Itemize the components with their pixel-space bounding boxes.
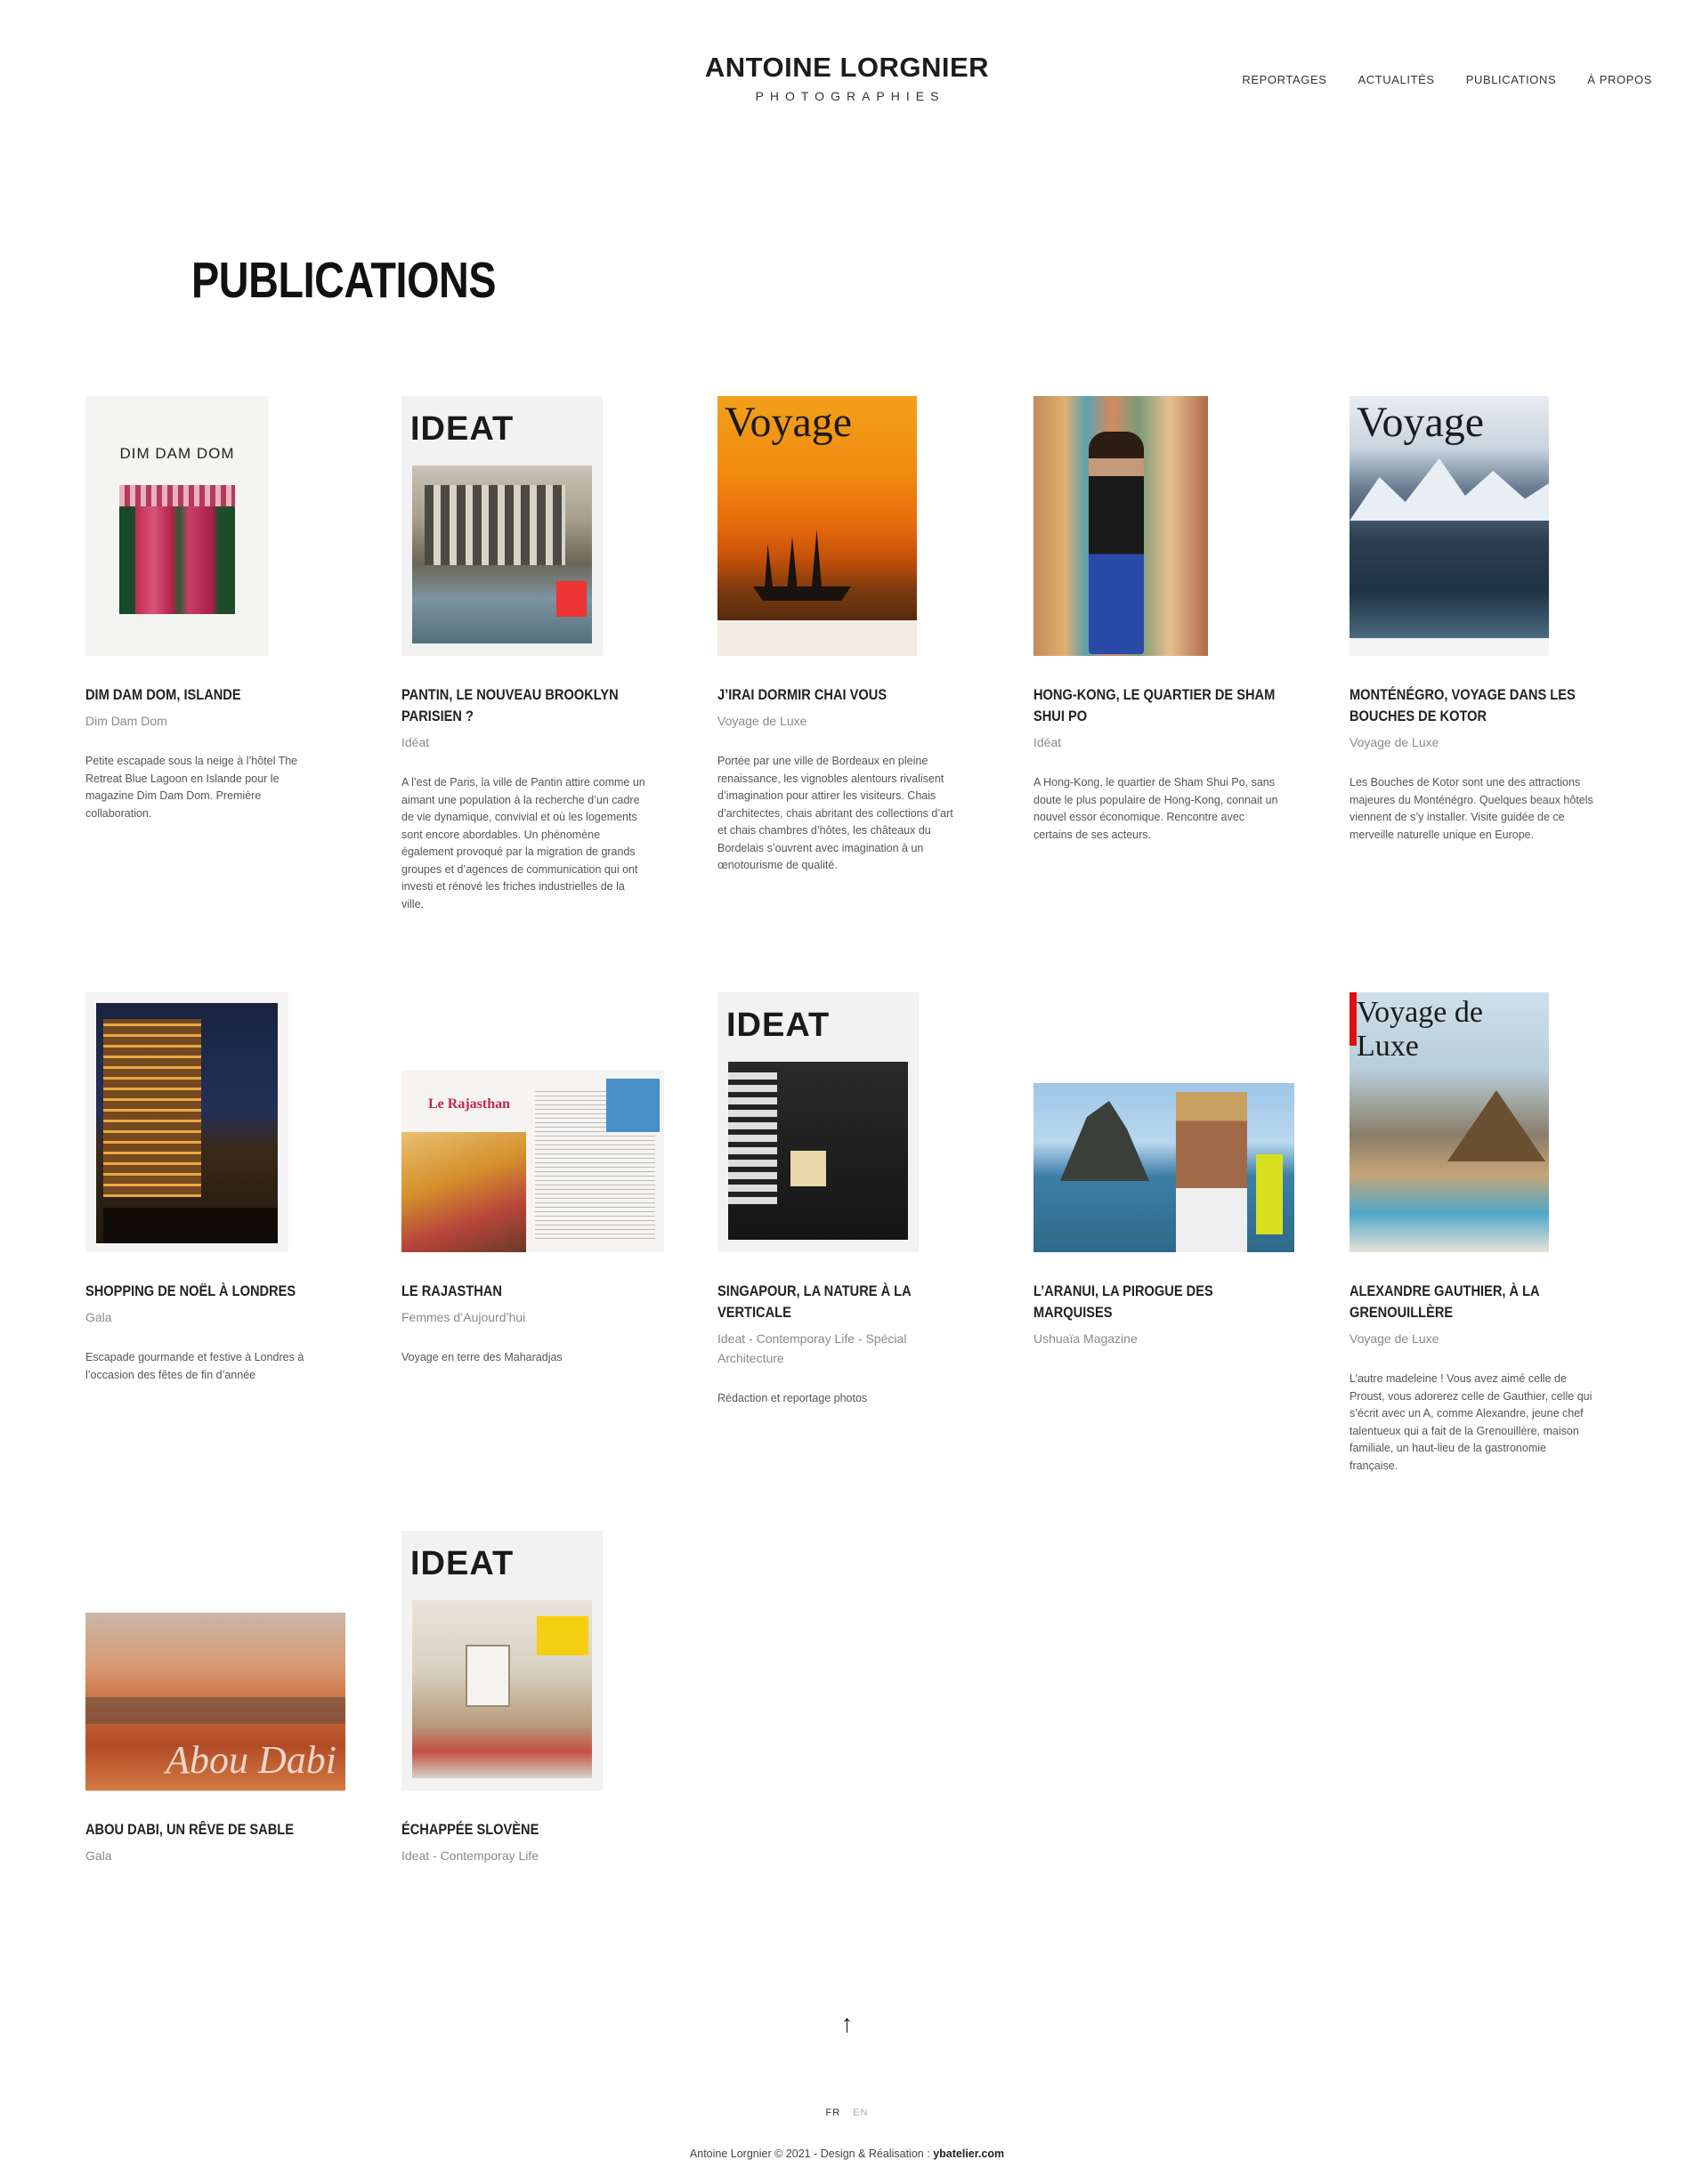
publication-title[interactable]: ALEXANDRE GAUTHIER, À LA GRENOUILLÈRE	[1350, 1282, 1540, 1321]
publication-card[interactable]	[401, 992, 646, 1367]
publication-card[interactable]	[401, 396, 646, 913]
publication-source: Gala	[85, 1848, 112, 1863]
publication-source: Voyage de Luxe	[717, 714, 807, 728]
publication-source: Idéat	[401, 735, 430, 749]
language-switcher	[0, 2107, 1694, 2118]
nav-a-propos[interactable]: À PROPOS	[1587, 73, 1652, 86]
cover-masthead: Voyage	[725, 399, 853, 446]
publication-title[interactable]: DIM DAM DOM, ISLANDE	[85, 686, 241, 703]
cover-image[interactable]	[1033, 396, 1208, 656]
page-title: PUBLICATIONS	[191, 252, 497, 309]
cover-image[interactable]	[1350, 992, 1549, 1252]
publication-title[interactable]: J’IRAI DORMIR CHAI VOUS	[717, 686, 888, 703]
publication-card[interactable]	[717, 992, 962, 1408]
cover-image[interactable]	[717, 396, 917, 656]
publication-title[interactable]: L’ARANUI, LA PIROGUE DES MARQUISES	[1033, 1282, 1213, 1321]
cover-image[interactable]	[1033, 1083, 1294, 1252]
publication-description: A l’est de Paris, la ville de Pantin attire comme un aimant une population à la recherche d’un cadre de vie dynamique, convivial et où les logements sont encore abordables. Un phénomène également provoqué par la migration de grands groupes et d’agences de communication qui ont investi et rénové les friches industrielles de la ville.	[401, 776, 645, 910]
brand-name: ANTOINE LORGNIER	[704, 52, 990, 83]
publication-title[interactable]: HONG-KONG, LE QUARTIER DE SHAM SHUI PO	[1033, 686, 1276, 724]
publication-description: Escapade gourmande et festive à Londres à l’occasion des fêtes de fin d’année	[85, 1351, 304, 1381]
cover-image[interactable]	[401, 1070, 664, 1252]
publication-description: Voyage en terre des Maharadjas	[401, 1351, 563, 1363]
cover-masthead: IDEAT	[410, 410, 515, 448]
publication-source: Ideat - Contemporay Life	[401, 1848, 539, 1863]
publication-title[interactable]: ABOU DABI, UN RÊVE DE SABLE	[85, 1821, 294, 1838]
cover-image[interactable]	[717, 992, 919, 1252]
copyright-text: Antoine Lorgnier © 2021 - Design & Réalisation :	[689, 2148, 930, 2160]
publication-source: Dim Dam Dom	[85, 714, 167, 728]
main-nav	[1242, 73, 1652, 86]
credit-link[interactable]: ybatelier.com	[933, 2148, 1005, 2160]
publication-card[interactable]	[85, 1531, 336, 1888]
publication-card[interactable]	[85, 992, 330, 1384]
cover-masthead: Voyage de Luxe	[1357, 996, 1483, 1063]
nav-actualites[interactable]: ACTUALITÉS	[1358, 73, 1435, 86]
scroll-to-top-arrow-icon[interactable]: ↑	[840, 2010, 854, 2037]
publication-card[interactable]	[1033, 992, 1278, 1371]
publication-source: Gala	[85, 1310, 112, 1324]
cover-image[interactable]	[85, 396, 269, 656]
cover-image[interactable]	[401, 396, 603, 656]
publication-card[interactable]	[1033, 396, 1278, 844]
nav-reportages[interactable]: REPORTAGES	[1242, 73, 1327, 86]
cover-image[interactable]	[85, 992, 288, 1252]
publication-card[interactable]	[717, 396, 962, 875]
cover-masthead: Le Rajasthan	[428, 1096, 511, 1112]
cover-image[interactable]	[1350, 396, 1549, 656]
cover-masthead: Abou Dabi	[166, 1738, 336, 1782]
publication-description: Petite escapade sous la neige à l’hôtel The Retreat Blue Lagoon en Islande pour le magazine Dim Dam Dom. Première collaboration.	[85, 755, 298, 820]
publication-source: Ideat - Contemporay Life - Spécial Architecture	[717, 1331, 907, 1365]
publication-description: A Hong-Kong, le quartier de Sham Shui Po, sans doute le plus populaire de Hong-Kong, connait un nouvel essor économique. Rencontre avec certains de ses acteurs.	[1033, 776, 1278, 841]
publication-card[interactable]	[401, 1531, 646, 1888]
cover-image[interactable]	[85, 1613, 345, 1791]
publication-title[interactable]: LE RAJASTHAN	[401, 1282, 502, 1299]
footer-credits	[0, 2148, 1694, 2160]
publication-description: Les Bouches de Kotor sont une des attractions majeures du Monténégro. Quelques beaux hôtels viennent de s’y installer. Visite guidée de ce merveille naturelle unique en Europe.	[1350, 776, 1593, 841]
cover-masthead: DIM DAM DOM	[119, 445, 235, 462]
cover-image[interactable]	[401, 1531, 603, 1791]
cover-masthead: IDEAT	[726, 1007, 831, 1044]
publication-card[interactable]	[1350, 992, 1594, 1475]
publication-title[interactable]: ÉCHAPPÉE SLOVÈNE	[401, 1821, 539, 1838]
publication-source: Idéat	[1033, 735, 1062, 749]
publication-title[interactable]: MONTÉNÉGRO, VOYAGE DANS LES BOUCHES DE KOTOR	[1350, 686, 1576, 724]
publication-source: Voyage de Luxe	[1350, 735, 1439, 749]
publication-description: Rédaction et reportage photos	[717, 1392, 868, 1404]
brand-subtitle: PHOTOGRAPHIES	[755, 89, 945, 103]
publication-title[interactable]: SINGAPOUR, LA NATURE À LA VERTICALE	[717, 1282, 912, 1321]
lang-en[interactable]: EN	[853, 2107, 869, 2118]
publication-title[interactable]: SHOPPING DE NOËL À LONDRES	[85, 1282, 296, 1299]
publication-card[interactable]	[1350, 396, 1594, 844]
nav-publications[interactable]: PUBLICATIONS	[1465, 73, 1557, 86]
publication-card[interactable]	[85, 396, 330, 822]
publication-source: Femmes d’Aujourd’hui	[401, 1310, 526, 1324]
publication-description: L’autre madeleine ! Vous avez aimé celle de Proust, vous adorerez celle de Gauthier, celle qui s’écrit avec un A, comme Alexandre, jeune chef talentueux qui a fait de la Grenouillère, maison familiale, un haut-lieu de la gastronomie française.	[1350, 1372, 1593, 1472]
publication-source: Voyage de Luxe	[1350, 1331, 1439, 1346]
cover-masthead: IDEAT	[410, 1545, 515, 1582]
lang-fr[interactable]: FR	[825, 2107, 841, 2118]
publication-source: Ushuaïa Magazine	[1033, 1331, 1138, 1346]
publication-description: Portée par une ville de Bordeaux en pleine renaissance, les vignobles alentours rivalisent d’imagination pour attirer les visiteurs. Chais d’architectes, chais abritant des collections d’art et chais chambres d’hôtes, les châteaux du Bordelais s’ouvrent avec imagination à un œnotourisme de qualité.	[717, 755, 953, 871]
cover-masthead: Voyage	[1357, 399, 1485, 446]
publication-title[interactable]: PANTIN, LE NOUVEAU BROOKLYN PARISIEN ?	[401, 686, 619, 724]
